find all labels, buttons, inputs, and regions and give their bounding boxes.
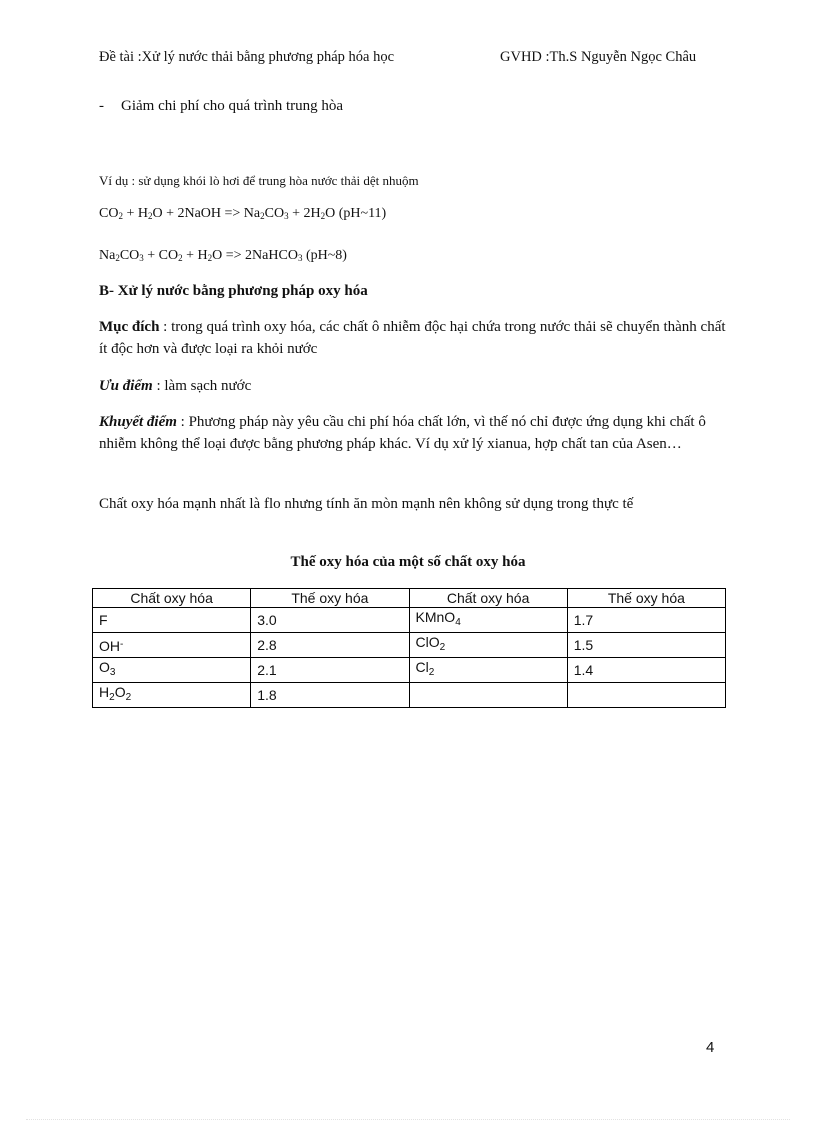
table-header-cell: Chất oxy hóa: [409, 589, 567, 608]
page-bottom-rule: [26, 1119, 790, 1120]
advantage-paragraph: Ưu điểm : làm sạch nước: [99, 378, 252, 394]
table-header-cell: Thế oxy hóa: [251, 589, 409, 608]
table-cell: OH-: [93, 633, 251, 658]
disadvantage-paragraph: Khuyết điểm : Phương pháp này yêu cầu chi phí hóa chất lớn, vì thế nó chỉ được ứng dụng khi chất ô nhiễm không thể loại được bằng phương pháp khác. Ví dụ xử lý xianua, hợp chất tan của Asen…: [99, 414, 706, 452]
page-number: 4: [706, 1039, 715, 1056]
table-cell: 1.8: [251, 683, 409, 708]
table-cell: $Cl_2$: [409, 658, 567, 683]
table-cell: F: [93, 608, 251, 633]
table-cell: 1.4: [567, 658, 725, 683]
table-cell: 1.7: [567, 608, 725, 633]
table-header-cell: Thế oxy hóa: [567, 589, 725, 608]
table-row: [93, 658, 726, 683]
header-advisor: GVHD :Th.S Nguyễn Ngọc Châu: [500, 49, 697, 65]
table-header-row: [93, 589, 726, 608]
bullet-dash: -: [99, 98, 104, 114]
header-topic: Đề tài :Xử lý nước thải bằng phương pháp hóa học: [99, 49, 395, 65]
table-cell: ClO$_2$: [409, 633, 567, 658]
bullet-item: [99, 98, 343, 115]
table-cell: [567, 683, 725, 708]
equation-2: $Na_2CO_3 + CO_2 + H_2O$ => 2NaHCO$_3$ (pH~8): [99, 248, 347, 263]
bullet-text: Giảm chi phí cho quá trình trung hòa: [121, 98, 344, 114]
table-cell: $H_2O_2$: [93, 683, 251, 708]
page-header: [99, 49, 697, 66]
advantage-label: Ưu điểm: [99, 378, 153, 394]
table-cell: [409, 683, 567, 708]
table-row: [93, 608, 726, 633]
section-title: B- Xử lý nước bằng phương pháp oxy hóa: [99, 283, 368, 299]
table-title: Thế oxy hóa của một số chất oxy hóa: [290, 554, 526, 570]
table-cell: 1.5: [567, 633, 725, 658]
table-cell: KMnO$_4$: [409, 608, 567, 633]
strongest-oxidant-paragraph: Chất oxy hóa mạnh nhất là flo nhưng tính ăn mòn mạnh nên không sử dụng trong thực tế: [99, 496, 634, 512]
table-cell: 2.8: [251, 633, 409, 658]
table-row: [93, 683, 726, 708]
oxidation-potential-table: [92, 588, 726, 708]
table-cell: 2.1: [251, 658, 409, 683]
example-line: Ví dụ : sử dụng khói lò hơi để trung hòa nước thải dệt nhuộm: [99, 173, 419, 188]
purpose-paragraph: Mục đích : trong quá trình oxy hóa, các chất ô nhiễm độc hại chứa trong nước thải sẽ chuyển thành chất ít độc hơn và được loại ra khỏi nước: [99, 319, 726, 357]
equation-1: $CO_2 + H_2O$ + 2NaOH => $Na_2CO_3 + 2H_2O$ (pH~11): [99, 206, 387, 221]
table-row: [93, 633, 726, 658]
purpose-label: Mục đích: [99, 319, 160, 335]
table-cell: $O_3$: [93, 658, 251, 683]
disadvantage-label: Khuyết điểm: [99, 414, 177, 430]
table-cell: 3.0: [251, 608, 409, 633]
table-header-cell: Chất oxy hóa: [93, 589, 251, 608]
